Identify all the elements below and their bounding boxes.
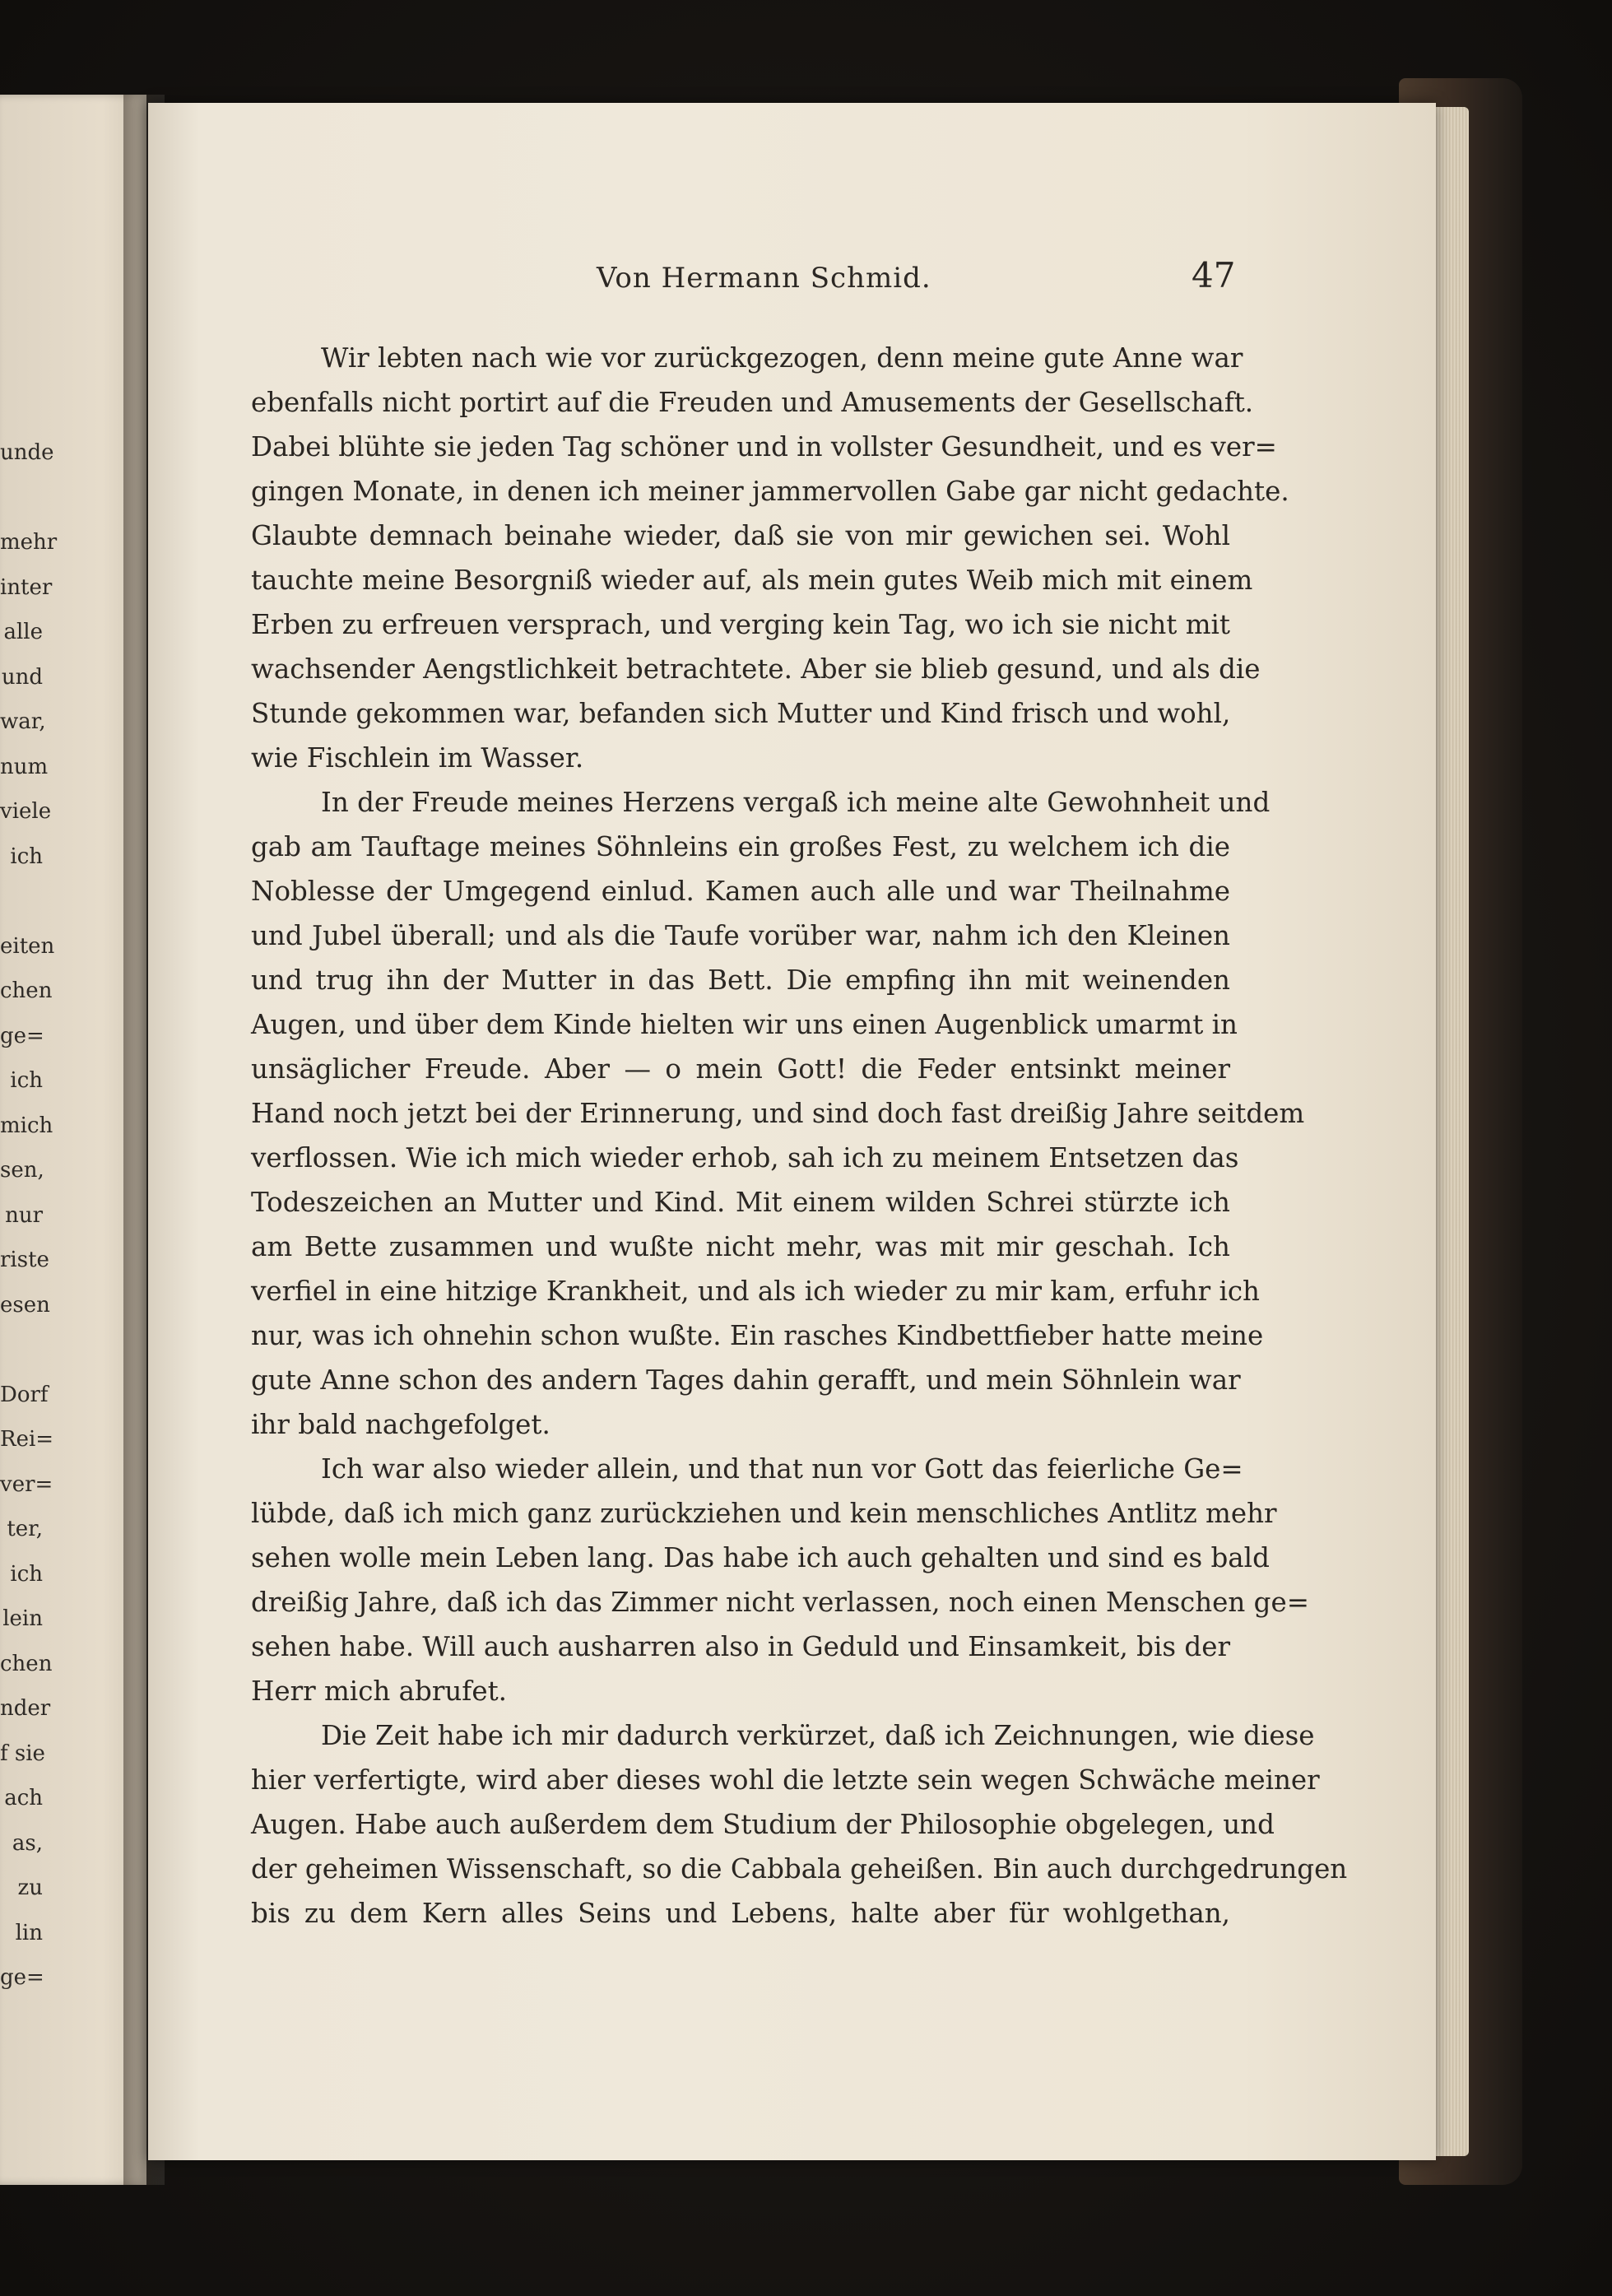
text-line: ebenfalls nicht portirt auf die Freuden und Amusements der Gesellschaft. [251, 387, 1254, 418]
left-page-fragment: sen, [0, 1158, 44, 1183]
text-line: Augen. Habe auch außerdem dem Studium der Philosophie obgelegen, und [251, 1809, 1275, 1840]
text-line: sehen wolle mein Leben lang. Das habe ich auch gehalten und sind es bald [251, 1542, 1270, 1573]
text-line: nur, was ich ohnehin schon wußte. Ein rasches Kindbettfieber hatte meine [251, 1320, 1264, 1351]
text-line: In der Freude meines Herzens vergaß ich meine alte Gewohnheit und [321, 787, 1271, 818]
text-line: und trug ihn der Mutter in das Bett. Die empfing ihn mit weinenden [251, 964, 1230, 996]
left-page-fragment: und [1, 664, 43, 690]
left-page-fragment: inter [0, 574, 53, 600]
text-line: Stunde gekommen war, befanden sich Mutter und Kind frisch und wohl, [251, 698, 1231, 729]
left-page-fragment: ich [10, 1068, 43, 1093]
left-page-fragment [0, 476, 43, 521]
text-line: gab am Tauftage meines Söhnleins ein großes Fest, zu welchem ich die [251, 831, 1230, 862]
text-line: am Bette zusammen und wußte nicht mehr, was mit mir geschah. Ich [251, 1231, 1230, 1262]
text-line: Augen, und über dem Kinde hielten wir uns einen Augenblick umarmt in [251, 1009, 1238, 1040]
text-line: ihr bald nachgefolget. [251, 1409, 550, 1440]
body-text [251, 336, 1348, 1936]
text-line: Hand noch jetzt bei der Erinnerung, und sind doch fast dreißig Jahre seitdem [251, 1098, 1305, 1129]
left-page-fragment: lein [2, 1606, 43, 1631]
left-page-fragment: nder [0, 1696, 51, 1721]
left-page-fragment: ter, [7, 1517, 43, 1541]
text-line: Glaubte demnach beinahe wieder, daß sie von mir gewichen sei. Wohl [251, 520, 1230, 551]
text-line: verfiel in eine hitzige Krankheit, und als ich wieder zu mir kam, erfuhr ich [251, 1276, 1260, 1307]
left-page-fragment: ich [10, 1561, 43, 1587]
left-page-fragment: f sie [0, 1741, 45, 1766]
text-line: Die Zeit habe ich mir dadurch verkürzet, daß ich Zeichnungen, wie diese [321, 1720, 1315, 1751]
left-page-fragment: nur [5, 1202, 43, 1228]
left-page-fragment: ich [10, 844, 43, 869]
text-line: Ich war also wieder allein, und that nun vor Gott das feierliche Ge= [321, 1453, 1243, 1485]
left-page-text-fragments [0, 430, 58, 2001]
left-page-fragment: esen [0, 1292, 50, 1318]
text-line: verflossen. Wie ich mich wieder erhob, sah ich zu meinem Entsetzen das [251, 1142, 1239, 1174]
left-page-fragment: ge= [0, 1965, 44, 1990]
text-line: Todeszeichen an Mutter und Kind. Mit einem wilden Schrei stürzte ich [251, 1187, 1230, 1218]
left-page-fragment: zu [17, 1875, 43, 1900]
left-page-fragment [0, 879, 43, 924]
text-line: und Jubel überall; und als die Taufe vorüber war, nahm ich den Kleinen [251, 920, 1230, 951]
left-page-fragment: as, [12, 1830, 43, 1856]
left-page-fragment: Rei= [0, 1427, 54, 1452]
text-line: Erben zu erfreuen versprach, und verging kein Tag, wo ich sie nicht mit [251, 609, 1230, 640]
text-line: gingen Monate, in denen ich meiner jammervollen Gabe gar nicht gedachte. [251, 476, 1289, 507]
text-line: bis zu dem Kern alles Seins und Lebens, halte aber für wohlgethan, [251, 1898, 1230, 1929]
text-line: sehen habe. Will auch ausharren also in Geduld und Einsamkeit, bis der [251, 1631, 1230, 1662]
text-line: Wir lebten nach wie vor zurückgezogen, denn meine gute Anne war [321, 342, 1243, 374]
left-page-fragment: lin [15, 1920, 43, 1945]
text-line: gute Anne schon des andern Tages dahin gerafft, und mein Söhnlein war [251, 1364, 1241, 1396]
left-page-fragment: eiten [0, 933, 55, 959]
left-page-fragment: ver= [0, 1471, 53, 1497]
left-page-fragment: Dorf [0, 1382, 49, 1407]
text-line: Dabei blühte sie jeden Tag schöner und in vollster Gesundheit, und es ver= [251, 431, 1277, 462]
left-page-fragment: riste [0, 1248, 49, 1272]
text-line: wachsender Aengstlichkeit betrachtete. Aber sie blieb gesund, und als die [251, 653, 1261, 685]
page-number: 47 [1192, 255, 1236, 295]
text-line: tauchte meine Besorgniß wieder auf, als mein gutes Weib mich mit einem [251, 565, 1253, 596]
text-line: hier verfertigte, wird aber dieses wohl die letzte sein wegen Schwäche meiner [251, 1764, 1320, 1796]
text-line: lübde, daß ich mich ganz zurückziehen und kein menschliches Antlitz mehr [251, 1498, 1277, 1529]
left-page-fragment: ge= [0, 1023, 44, 1048]
text-line: unsäglicher Freude. Aber — o mein Gott! die Feder entsinkt meiner [251, 1053, 1230, 1085]
running-head: Von Hermann Schmid. [597, 262, 931, 295]
text-line: Noblesse der Umgegend einlud. Kamen auch alle und war Theilnahme [251, 876, 1230, 907]
left-page-fragment: chen [0, 978, 53, 1003]
text-line: der geheimen Wissenschaft, so die Cabbala geheißen. Bin auch durchgedrungen [251, 1853, 1348, 1885]
left-page-fragment: chen [0, 1651, 53, 1676]
left-page-fragment: viele [0, 799, 52, 824]
left-page-fragment: mich [0, 1113, 53, 1138]
left-page-fragment: alle [3, 620, 43, 644]
text-line: wie Fischlein im Wasser. [251, 742, 584, 774]
left-page-fragment: num [0, 754, 49, 779]
left-page-fragment: ach [4, 1786, 43, 1810]
left-page-fragment [0, 1327, 43, 1373]
text-line: Herr mich abrufet. [251, 1676, 507, 1707]
text-line: dreißig Jahre, daß ich das Zimmer nicht verlassen, noch einen Menschen ge= [251, 1587, 1309, 1618]
left-page-fragment: mehr [0, 530, 58, 555]
left-page-fragment: war, [0, 709, 46, 734]
left-page-fragment: unde [0, 440, 54, 465]
